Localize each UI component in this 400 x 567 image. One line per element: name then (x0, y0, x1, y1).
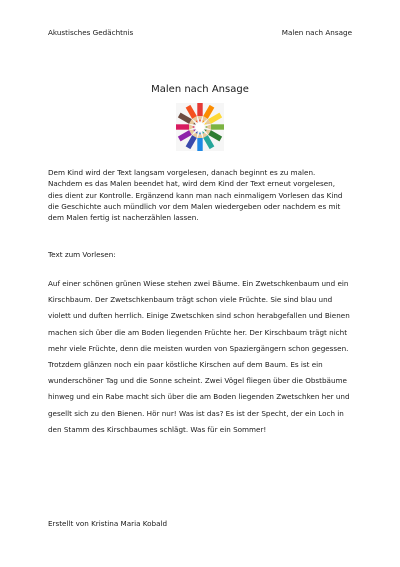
story-line: violett und duften herrlich. Einige Zwetschken sind schon herabgefallen und Bienen (48, 311, 350, 321)
story-line: Kirschbaum. Der Zwetschkenbaum trägt schon viele Früchte. Sie sind blau und (48, 295, 333, 305)
pencil-center (196, 123, 205, 132)
header-left: Akustisches Gedächtnis (48, 28, 134, 37)
intro-line: dem Malen fertig ist nacherzählen lassen. (48, 213, 199, 223)
intro-paragraph (48, 167, 353, 223)
page-title: Malen nach Ansage (151, 84, 249, 95)
story-line: wunderschöner Tag und die Sonne scheint. Zwei Vögel fliegen über die Obstbäume (48, 376, 347, 386)
author-credit: Erstellt von Kristina Maria Kobald (48, 519, 168, 528)
story-line: den Stamm des Kirschbaumes schlägt. Was für ein Sommer! (48, 424, 267, 434)
intro-line: Dem Kind wird der Text langsam vorgelesen, danach beginnt es zu malen. (48, 168, 316, 177)
story-line: Auf einer schönen grünen Wiese stehen zwei Bäume. Ein Zwetschkenbaum und ein (48, 279, 349, 288)
intro-line: die Geschichte auch mündlich vor dem Malen wiedergeben oder nachdem es mit (48, 201, 341, 211)
intro-line: dies dient zur Kontrolle. Ergänzend kann man nach einmaligem Vorlesen das Kind (48, 190, 343, 200)
header-right: Malen nach Ansage (281, 28, 352, 37)
story-line: machen sich über die am Boden liegenden Früchte her. Der Kirschbaum trägt nicht (48, 327, 348, 337)
intro-line: Nachdem es das Malen beendet hat, wird dem Kind der Text erneut vorgelesen, (48, 179, 336, 189)
story-line: hinweg und ein Rabe macht sich über die am Boden liegenden Zwetschken her und (48, 392, 350, 402)
story-line: Trotzdem glänzen noch ein paar köstliche Kirschen auf dem Baum. Es ist ein (48, 360, 323, 370)
story-text (48, 276, 353, 438)
colored-pencils-icon (176, 103, 224, 151)
read-aloud-label: Text zum Vorlesen: (48, 250, 116, 259)
story-line: mehr viele Früchte, denn die meisten wurden von Spaziergängern schon gegessen. (48, 343, 349, 353)
story-line: gesellt sich zu den Bienen. Hör nur! Was ist das? Es ist der Specht, der ein Loch in (48, 408, 344, 418)
